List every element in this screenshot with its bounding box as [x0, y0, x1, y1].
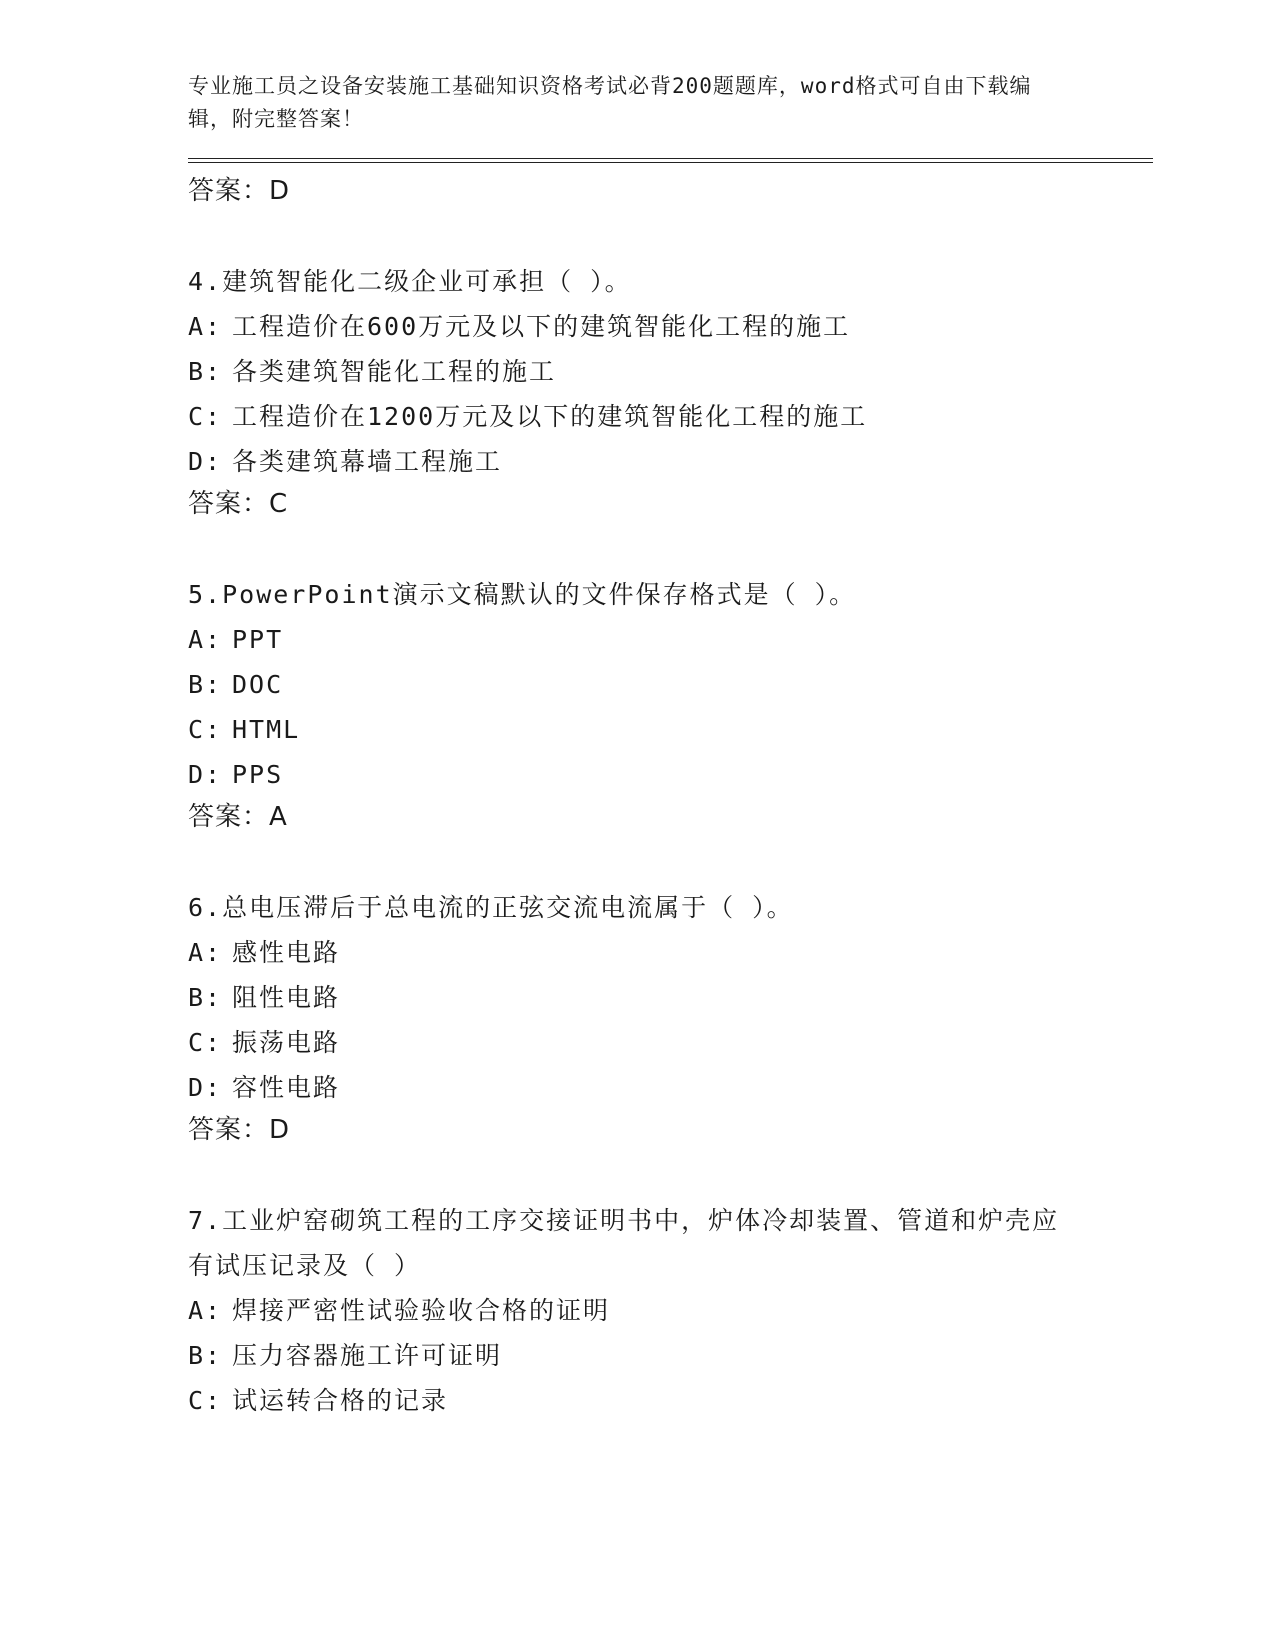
option-a: A: 焊接严密性试验验收合格的证明 — [188, 1296, 611, 1325]
header-divider — [188, 158, 1153, 163]
option-a: A: 感性电路 — [188, 938, 341, 967]
document-page — [188, 70, 1148, 1423]
answer-line: 答案：C — [188, 489, 289, 519]
option-d: D: PPS — [188, 760, 284, 789]
option-d: D: 容性电路 — [188, 1073, 341, 1102]
question-text: 6.总电压滞后于总电流的正弦交流电流属于（ ）。 — [188, 893, 794, 922]
question-item — [188, 885, 1148, 1150]
question-item — [188, 1198, 1148, 1423]
document-header: 专业施工员之设备安装施工基础知识资格考试必背200题题库，word格式可自由下载编辑，附完整答案！ — [188, 74, 1032, 131]
question-text: 7.工业炉窑砌筑工程的工序交接证明书中，炉体冷却装置、管道和炉壳应有试压记录及（ ） — [188, 1206, 1060, 1280]
answer-line: 答案：D — [188, 1115, 291, 1145]
question-item — [188, 572, 1148, 837]
option-a: A: PPT — [188, 625, 284, 654]
option-c: C: 振荡电路 — [188, 1028, 341, 1057]
option-c: C: 试运转合格的记录 — [188, 1386, 449, 1415]
question-text: 4.建筑智能化二级企业可承担（ ）。 — [188, 267, 632, 296]
option-c: C: HTML — [188, 715, 301, 744]
answer-line: 答案：D — [188, 176, 291, 206]
option-b: B: 阻性电路 — [188, 983, 341, 1012]
option-b: B: DOC — [188, 670, 284, 699]
option-d: D: 各类建筑幕墙工程施工 — [188, 447, 503, 476]
option-c: C: 工程造价在1200万元及以下的建筑智能化工程的施工 — [188, 402, 868, 431]
question-text: 5.PowerPoint演示文稿默认的文件保存格式是（ ）。 — [188, 580, 857, 609]
answer-line: 答案：A — [188, 802, 288, 832]
question-item — [188, 259, 1148, 524]
option-b: B: 各类建筑智能化工程的施工 — [188, 357, 557, 386]
option-b: B: 压力容器施工许可证明 — [188, 1341, 503, 1370]
option-a: A: 工程造价在600万元及以下的建筑智能化工程的施工 — [188, 312, 851, 341]
